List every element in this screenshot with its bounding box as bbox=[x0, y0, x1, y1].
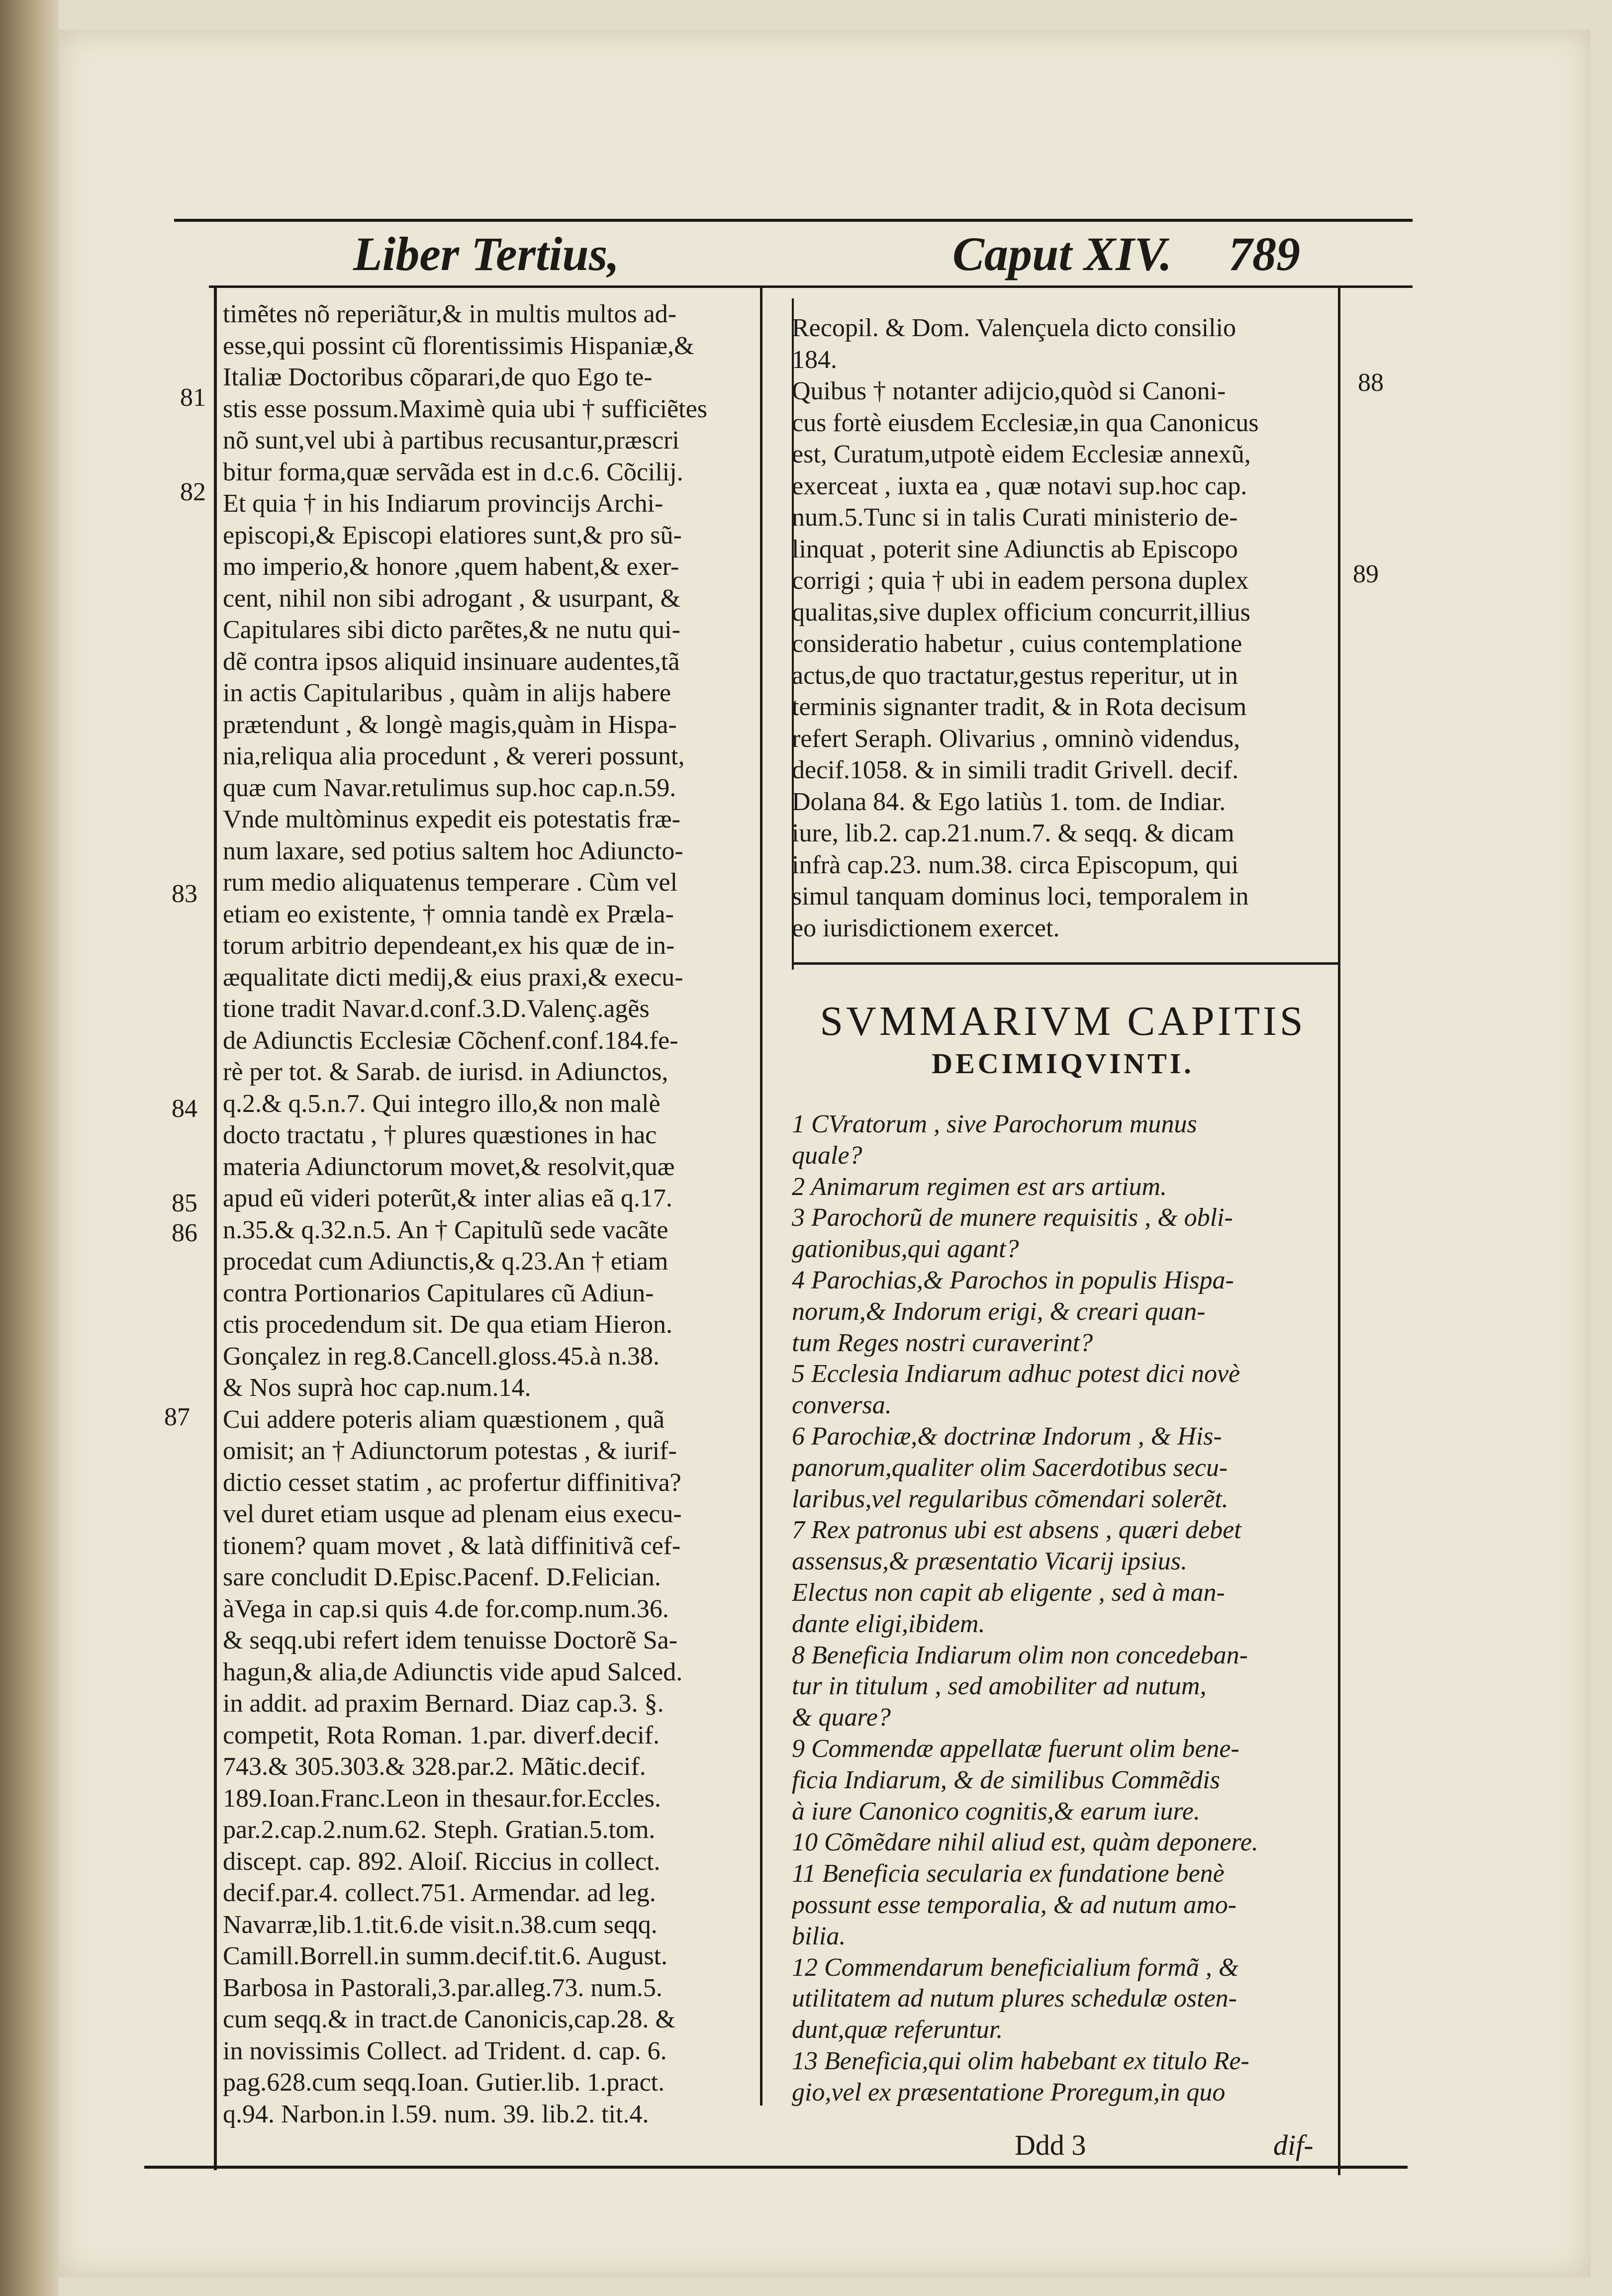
summary-line: 8 Beneficia Indiarum olim non concedeban- bbox=[792, 1641, 1248, 1669]
summary-line: assensus,& præsentatio Vicarij ipsius. bbox=[792, 1547, 1187, 1576]
text-line: Recopil. & Dom. Valençuela dicto consilio bbox=[792, 314, 1236, 342]
text-line: q.94. Narbon.in l.59. num. 39. lib.2. tit.4. bbox=[223, 2100, 649, 2128]
text-line: q.2.& q.5.n.7. Qui integro illo,& non malè bbox=[223, 1089, 661, 1118]
text-line: nõ sunt,vel ubi à partibus recusantur,præscri bbox=[223, 426, 679, 455]
text-line: episcopi,& Episcopi elatiores sunt,& pro sũ- bbox=[223, 521, 682, 550]
text-line: actus,de quo tractatur,gestus reperitur, ut in bbox=[792, 661, 1238, 690]
summary-line: panorum,qualiter olim Sacerdotibus secu- bbox=[792, 1453, 1228, 1482]
summary-line: norum,& Indorum erigi, & creari quan- bbox=[792, 1297, 1206, 1326]
running-head-chapter: Caput XIV. bbox=[952, 227, 1172, 280]
left-text-column bbox=[223, 298, 749, 2130]
text-line: ctis procedendum sit. De qua etiam Hieron. bbox=[223, 1310, 672, 1339]
text-line: & seqq.ubi refert idem tenuisse Doctorẽ Sa- bbox=[223, 1626, 678, 1654]
text-line: omisit; an † Adiunctorum potestas , & iurif- bbox=[223, 1437, 677, 1465]
summary-title: SVMMARIVM CAPITIS bbox=[820, 998, 1306, 1044]
summary-top-rule bbox=[792, 962, 1339, 965]
summary-line: 5 Ecclesia Indiarum adhuc potest dici novè bbox=[792, 1360, 1240, 1388]
summary-subtitle: DECIMIQVINTI. bbox=[932, 1047, 1194, 1080]
text-line: rè per tot. & Sarab. de iurisd. in Adiunctos, bbox=[223, 1058, 668, 1086]
text-line: eo iurisdictionem exercet. bbox=[792, 914, 1060, 942]
text-line: stis esse possum.Maximè quia ubi † sufficiẽtes bbox=[223, 394, 707, 423]
text-line: consideratio habetur , cuius contemplatione bbox=[792, 630, 1242, 658]
running-head-book: Liber Tertius, bbox=[353, 227, 620, 280]
summary-line: gio,vel ex præsentatione Proregum,in quo bbox=[792, 2078, 1226, 2107]
text-line: est, Curatum,utpotè eidem Ecclesiæ annexũ, bbox=[792, 440, 1251, 468]
text-line: dẽ contra ipsos aliquid insinuare audentes,tã bbox=[223, 647, 680, 676]
text-line: torum arbitrio dependeant,ex his quæ de in- bbox=[223, 931, 675, 960]
summary-line: utilitatem ad nutum plures schedulæ osten- bbox=[792, 1984, 1237, 2013]
summary-line: Electus non capit ab eligente , sed à man- bbox=[792, 1578, 1225, 1607]
text-line: n.35.& q.32.n.5. An † Capitulũ sede vacãte bbox=[223, 1215, 668, 1244]
text-line: competit, Rota Roman. 1.par. diverf.decif. bbox=[223, 1721, 660, 1749]
text-line: par.2.cap.2.num.62. Steph. Gratian.5.tom. bbox=[223, 1816, 656, 1844]
text-line: Gonçalez in reg.8.Cancell.gloss.45.à n.38. bbox=[223, 1342, 660, 1371]
text-line: iure, lib.2. cap.21.num.7. & seqq. & dicam bbox=[792, 819, 1234, 847]
summary-line: 7 Rex patronus ubi est absens , quæri debet bbox=[792, 1516, 1241, 1545]
text-line: num laxare, sed potius saltem hoc Adiuncto- bbox=[223, 836, 683, 865]
summary-line: 9 Commendæ appellatæ fuerunt olim bene- bbox=[792, 1734, 1239, 1763]
right-text-column bbox=[792, 312, 1328, 944]
text-line: in actis Capitularibus , quàm in alijs habere bbox=[223, 679, 671, 707]
text-line: linquat , poterit sine Adiunctis ab Episcopo bbox=[792, 535, 1238, 563]
text-line: refert Seraph. Olivarius , omninò videndus, bbox=[792, 724, 1240, 753]
text-line: procedat cum Adiunctis,& q.23.An † etiam bbox=[223, 1247, 668, 1276]
summary-line: 4 Parochias,& Parochos in populis Hispa- bbox=[792, 1266, 1234, 1294]
summary-line: laribus,vel regularibus cõmendari solerẽt. bbox=[792, 1484, 1229, 1513]
summary-line: 13 Beneficia,qui olim habebant ex titulo Re- bbox=[792, 2046, 1249, 2075]
summary-line: tum Reges nostri curaverint? bbox=[792, 1328, 1093, 1357]
text-line: Barbosa in Pastorali,3.par.alleg.73. num.5. bbox=[223, 1973, 663, 2002]
text-line: tione tradit Navar.d.conf.3.D.Valenç.agẽs bbox=[223, 995, 650, 1023]
text-line: decif.par.4. collect.751. Armendar. ad leg. bbox=[223, 1879, 656, 1907]
summary-line: conversa. bbox=[792, 1391, 892, 1420]
text-line: in novissimis Collect. ad Trident. d. cap. 6. bbox=[223, 2036, 667, 2065]
text-line: hagun,& alia,de Adiunctis vide apud Salced. bbox=[223, 1657, 683, 1686]
margin-number: 82 bbox=[180, 478, 206, 506]
margin-number: 86 bbox=[172, 1219, 197, 1247]
text-line: Navarræ,lib.1.tit.6.de visit.n.38.cum seqq. bbox=[223, 1910, 658, 1939]
text-line: pag.628.cum seqq.Ioan. Gutier.lib. 1.pract. bbox=[223, 2068, 665, 2097]
text-line: Camill.Borrell.in summ.decif.tit.6. August. bbox=[223, 1942, 668, 1970]
summary-line: possunt esse temporalia, & ad nutum amo- bbox=[792, 1890, 1237, 1919]
text-line: 189.Ioan.Franc.Leon in thesaur.for.Eccles. bbox=[223, 1784, 661, 1813]
summary-line: tur in titulum , sed amobiliter ad nutum, bbox=[792, 1672, 1207, 1701]
text-line: simul tanquam dominus loci, temporalem in bbox=[792, 882, 1249, 911]
text-line: 184. bbox=[792, 345, 837, 374]
text-line: 743.& 305.303.& 328.par.2. Mãtic.decif. bbox=[223, 1752, 646, 1781]
summary-line: dante eligi,ibidem. bbox=[792, 1609, 985, 1638]
summary-line: 10 Cõmẽdare nihil aliud est, quàm deponere. bbox=[792, 1828, 1258, 1857]
margin-number: 83 bbox=[172, 880, 197, 908]
text-line: Capitulares sibi dicto parẽtes,& ne nutu qui- bbox=[223, 616, 680, 644]
text-line: apud eũ videri poterũt,& inter alias eã q.17. bbox=[223, 1184, 672, 1212]
book-binding bbox=[0, 0, 59, 2296]
summary-list bbox=[792, 1109, 1334, 2109]
summary-line: bilia. bbox=[792, 1922, 846, 1950]
text-line: esse,qui possint cũ florentissimis Hispaniæ,& bbox=[223, 331, 694, 360]
text-line: contra Portionarios Capitulares cũ Adiun- bbox=[223, 1279, 654, 1307]
text-line: & Nos suprà hoc cap.num.14. bbox=[223, 1374, 531, 1402]
text-line: mo imperio,& honore ,quem habent,& exer- bbox=[223, 552, 679, 581]
text-line: tionem? quam movet , & latà diffinitivã cef- bbox=[223, 1531, 681, 1560]
text-line: timẽtes nõ reperiãtur,& in multis multos ad- bbox=[223, 300, 677, 328]
text-line: quæ cum Navar.retulimus sup.hoc cap.n.59. bbox=[223, 773, 676, 802]
margin-number: 88 bbox=[1358, 368, 1384, 397]
text-line: corrigi ; quia † ubi in eadem persona duplex bbox=[792, 566, 1249, 595]
text-line: in addit. ad praxim Bernard. Diaz cap.3. §. bbox=[223, 1689, 664, 1718]
text-line: decif.1058. & in simili tradit Grivell. decif. bbox=[792, 756, 1239, 784]
summary-line: 12 Commendarum beneficialium formã , & bbox=[792, 1953, 1239, 1982]
summary-line: 3 Parochorũ de munere requisitis , & obli- bbox=[792, 1203, 1233, 1232]
text-line: cus fortè eiusdem Ecclesiæ,in qua Canonicus bbox=[792, 408, 1259, 437]
summary-line: & quare? bbox=[792, 1703, 891, 1732]
text-line: bitur forma,quæ servãda est in d.c.6. Cõcilij. bbox=[223, 458, 683, 486]
margin-number: 87 bbox=[164, 1403, 190, 1431]
text-line: àVega in cap.si quis 4.de for.comp.num.36. bbox=[223, 1594, 669, 1623]
margin-number: 84 bbox=[172, 1095, 197, 1123]
page-number: 789 bbox=[1229, 227, 1300, 280]
text-line: Italiæ Doctoribus cõparari,de quo Ego te- bbox=[223, 363, 653, 391]
text-line: Cui addere poteris aliam quæstionem , quã bbox=[223, 1405, 665, 1434]
margin-number: 85 bbox=[172, 1189, 197, 1217]
text-line: vel duret etiam usque ad plenam eius execu- bbox=[223, 1500, 682, 1528]
summary-line: 11 Beneficia secularia ex fundatione benè bbox=[792, 1859, 1225, 1888]
text-line: Quibus † notanter adijcio,quòd si Canoni- bbox=[792, 377, 1226, 405]
text-line: Dolana 84. & Ego latiùs 1. tom. de Indiar. bbox=[792, 787, 1226, 816]
text-line: docto tractatu , † plures quæstiones in hac bbox=[223, 1121, 657, 1149]
top-rule bbox=[174, 219, 1413, 222]
summary-line: dunt,quæ referuntur. bbox=[792, 2016, 1003, 2044]
right-frame-rule bbox=[1338, 285, 1340, 2175]
text-line: rum medio aliquatenus temperare . Cùm vel bbox=[223, 868, 678, 897]
summary-line: à iure Canonico cognitis,& earum iure. bbox=[792, 1797, 1200, 1826]
text-line: nia,reliqua alia procedunt , & vereri possunt, bbox=[223, 742, 685, 770]
summary-line: 2 Animarum regimen est ars artium. bbox=[792, 1172, 1167, 1201]
summary-line: quale? bbox=[792, 1141, 862, 1170]
text-line: etiam eo existente, † omnia tandè ex Præla- bbox=[223, 900, 674, 928]
text-line: sare concludit D.Episc.Pacenf. D.Felician. bbox=[223, 1563, 661, 1591]
text-line: num.5.Tunc si in talis Curati ministerio de- bbox=[792, 503, 1238, 532]
left-frame-rule bbox=[214, 285, 217, 2170]
margin-number: 89 bbox=[1353, 560, 1379, 588]
column-divider bbox=[760, 285, 762, 2106]
text-line: exerceat , iuxta ea , quæ notavi sup.hoc cap. bbox=[792, 471, 1247, 500]
summary-line: gationibus,qui agant? bbox=[792, 1235, 1019, 1264]
margin-number: 81 bbox=[180, 383, 206, 412]
text-line: æqualitate dicti medij,& eius praxi,& execu- bbox=[223, 963, 683, 992]
summary-line: ficia Indiarum, & de similibus Commẽdis bbox=[792, 1765, 1220, 1794]
text-line: materia Adiunctorum movet,& resolvit,quæ bbox=[223, 1152, 675, 1181]
signature-mark: Ddd 3 bbox=[1015, 2129, 1086, 2161]
text-line: dictio cesset statim , ac profertur diffinitiva? bbox=[223, 1468, 681, 1497]
text-line: cent, nihil non sibi adrogant , & usurpant, & bbox=[223, 584, 680, 613]
text-line: Vnde multòminus expedit eis potestatis fræ- bbox=[223, 805, 680, 833]
bottom-rule bbox=[144, 2166, 1408, 2169]
text-line: infrà cap.23. num.38. circa Episcopum, qui bbox=[792, 850, 1239, 879]
text-line: de Adiunctis Ecclesiæ Cõchenf.conf.184.fe- bbox=[223, 1026, 678, 1055]
text-line: prætendunt , & longè magis,quàm in Hispa- bbox=[223, 710, 677, 739]
summary-line: 1 CVratorum , sive Parochorum munus bbox=[792, 1110, 1197, 1138]
text-line: discept. cap. 892. Aloiſ. Riccius in collect. bbox=[223, 1847, 661, 1876]
text-line: terminis signanter tradit, & in Rota decisum bbox=[792, 693, 1247, 721]
text-line: qualitas,sive duplex officium concurrit,illius bbox=[792, 598, 1250, 627]
text-line: Et quia † in his Indiarum provincijs Archi- bbox=[223, 489, 664, 518]
catchword: dif- bbox=[1273, 2129, 1314, 2161]
text-line: cum seqq.& in tract.de Canonicis,cap.28. & bbox=[223, 2005, 675, 2033]
summary-line: 6 Parochiæ,& doctrinæ Indorum , & His- bbox=[792, 1422, 1222, 1451]
